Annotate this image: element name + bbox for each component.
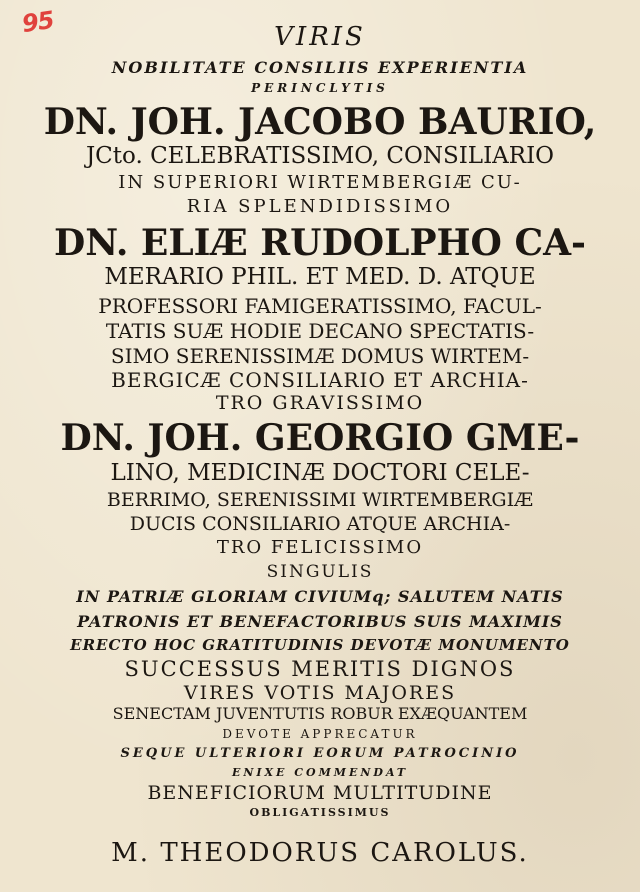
dedication-line: MERARIO PHIL. ET MED. D. ATQUE (104, 264, 536, 290)
dedication-line: PROFESSORI FAMIGERATISSIMO, FACUL- (98, 294, 542, 318)
dedication-line: SENECTAM JUVENTUTIS ROBUR EXÆQUANTEM (112, 704, 528, 723)
dedication-line: NOBILITATE CONSILIIS EXPERIENTIA (111, 58, 529, 77)
dedication-line: SEQUE ULTERIORI EORUM PATROCINIO (120, 746, 520, 761)
dedication-line: DUCIS CONSILIARIO ATQUE ARCHIA- (129, 513, 511, 535)
dedication-line: BERGICÆ CONSILIARIO ET ARCHIA- (111, 368, 529, 392)
dedication-heading: VIRIS (274, 22, 366, 52)
dedication-line: SUCCESSUS MERITIS DIGNOS (124, 657, 516, 681)
dedication-line: SIMO SERENISSIMÆ DOMUS WIRTEM- (110, 344, 530, 368)
author-name: M. THEODORUS CAROLUS. (111, 838, 529, 868)
dedication-line: RIA SPLENDIDISSIMO (186, 196, 454, 217)
dedication-line: IN SUPERIORI WIRTEMBERGIÆ CU- (118, 172, 522, 193)
dedication-line: TATIS SUÆ HODIE DECANO SPECTATIS- (105, 319, 535, 343)
dedication-line: VIRES VOTIS MAJORES (183, 682, 457, 704)
dedicatee-name: DN. JOH. JACOBO BAURIO, (43, 101, 597, 143)
dedication-line: PATRONIS ET BENEFACTORIBUS SUIS MAXIMIS (77, 612, 563, 631)
dedication-line: BENEFICIORUM MULTITUDINE (147, 782, 493, 804)
dedication-line: JCto. CELEBRATISSIMO, CONSILIARIO (85, 143, 555, 169)
dedication-line: OBLIGATISSIMUS (249, 806, 391, 819)
dedication-line: PERINCLYTIS (251, 81, 389, 95)
dedication-line: LINO, MEDICINÆ DOCTORI CELE- (110, 460, 530, 486)
dedication-line: DEVOTE APPRECATUR (222, 727, 418, 741)
dedicatee-name: DN. JOH. GEORGIO GME- (60, 417, 580, 459)
dedication-line: ERECTO HOC GRATITUDINIS DEVOTÆ MONUMENTO (70, 636, 570, 654)
dedication-line: IN PATRIÆ GLORIAM CIVIUMq; SALUTEM NATIS (76, 587, 564, 606)
dedication-line: SINGULIS (266, 562, 374, 582)
dedication-line: BERRIMO, SERENISSIMI WIRTEMBERGIÆ (106, 489, 534, 511)
dedication-line: TRO GRAVISSIMO (215, 392, 425, 414)
dedication-line: ENIXE COMMENDAT (231, 766, 409, 779)
stamp-label: 95 (20, 5, 56, 39)
dedicatee-name: DN. ELIÆ RUDOLPHO CA- (54, 222, 586, 264)
dedication-line: TRO FELICISSIMO (216, 537, 424, 558)
